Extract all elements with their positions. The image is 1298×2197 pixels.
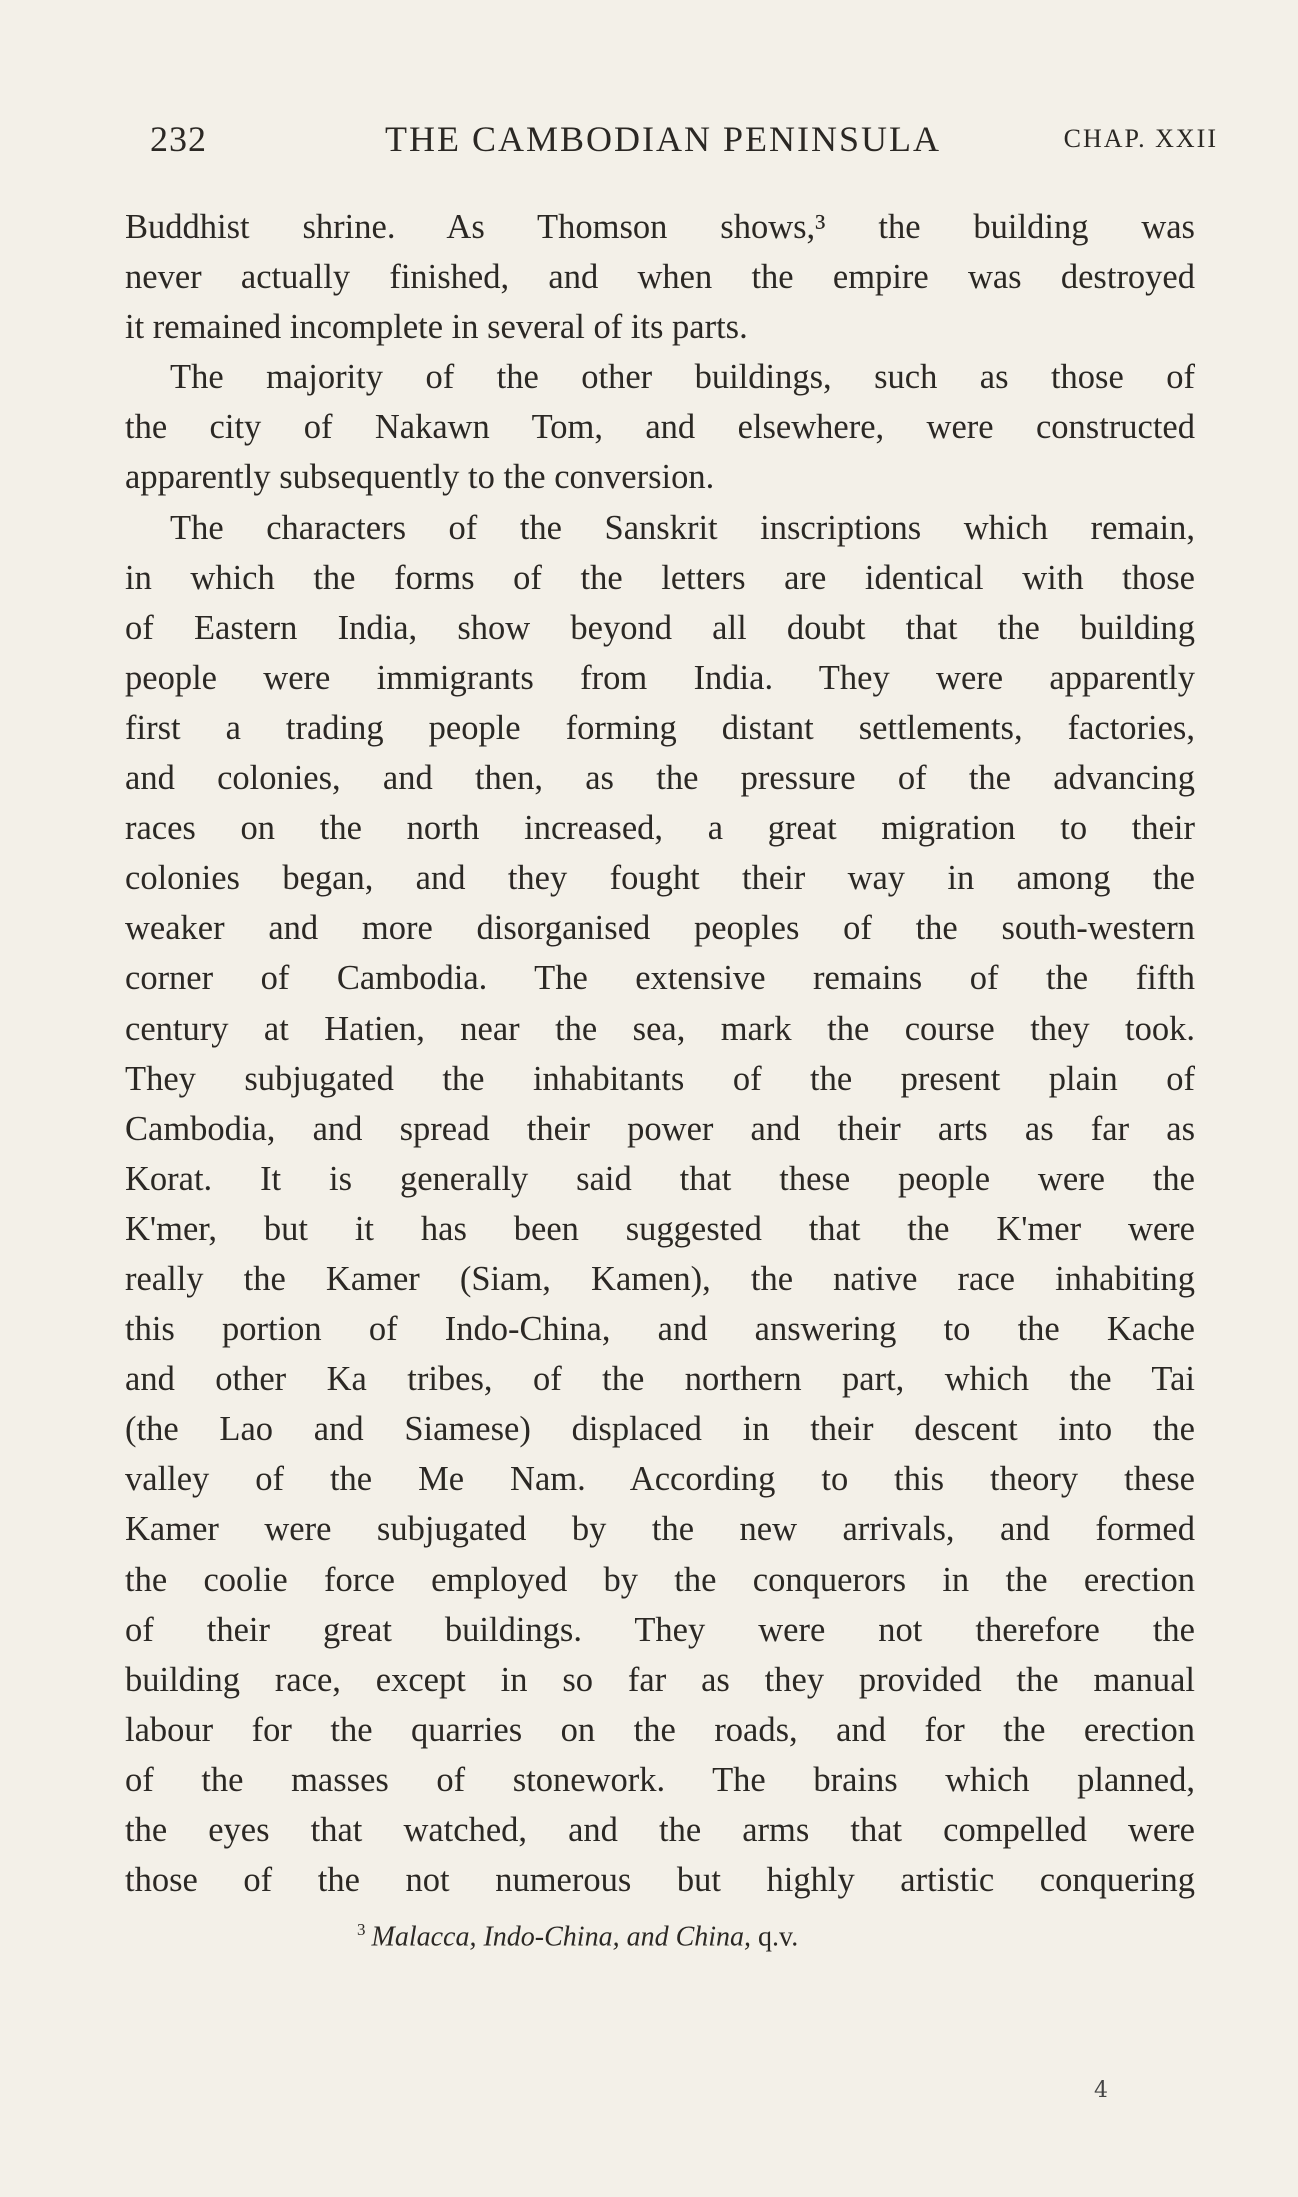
text-line: people were immigrants from India. They were apparently [125, 658, 1195, 697]
text-line: corner of Cambodia. The extensive remains of the fifth [125, 959, 1195, 998]
text-line: Korat. It is generally said that these people were the [125, 1159, 1195, 1198]
text-line: of Eastern India, show beyond all doubt that the building [125, 608, 1195, 647]
text-line: The majority of the other buildings, such as those of [170, 358, 1195, 397]
body-text [125, 202, 1195, 1905]
text-line: weaker and more disorganised peoples of the south-western [125, 909, 1195, 948]
text-line: never actually finished, and when the empire was destroyed [125, 258, 1195, 297]
text-line: apparently subsequently to the conversion. [125, 458, 715, 497]
text-line: first a trading people forming distant settlements, factories, [125, 708, 1195, 747]
paragraph-2 [125, 352, 1195, 502]
text-line: valley of the Me Nam. According to this theory these [125, 1460, 1195, 1499]
text-line: Buddhist shrine. As Thomson shows,³ the building was [125, 208, 1195, 246]
footnote [357, 1920, 798, 1953]
text-line: century at Hatien, near the sea, mark the course they took. [125, 1009, 1195, 1048]
paragraph-1 [125, 202, 1195, 352]
text-line: and other Ka tribes, of the northern part, which the Tai [125, 1360, 1195, 1399]
chapter-label: CHAP. XXII [1063, 124, 1218, 153]
text-line: races on the north increased, a great migration to their [125, 809, 1195, 848]
text-line: in which the forms of the letters are identical with those [125, 558, 1195, 597]
running-head [150, 118, 1218, 168]
text-line: (the Lao and Siamese) displaced in their descent into the [125, 1410, 1195, 1449]
text-line: the eyes that watched, and the arms that compelled were [125, 1811, 1195, 1849]
text-line: of their great buildings. They were not therefore the [125, 1610, 1195, 1649]
text-line: of the masses of stonework. The brains which planned, [125, 1760, 1195, 1799]
text-line: The characters of the Sanskrit inscriptions which remain, [170, 508, 1195, 547]
footnote-marker: 3 [357, 1920, 366, 1939]
text-line: Kamer were subjugated by the new arrivals, and formed [125, 1510, 1195, 1549]
page-number: 232 [150, 119, 207, 159]
text-line: colonies began, and they fought their way in among the [125, 859, 1195, 898]
text-line: labour for the quarries on the roads, and for the erection [125, 1710, 1195, 1749]
text-line: the city of Nakawn Tom, and elsewhere, were constructed [125, 408, 1195, 447]
text-line: this portion of Indo-China, and answering to the Kache [125, 1310, 1195, 1349]
footnote-text: Malacca, Indo-China, and China, [371, 1921, 752, 1953]
text-line: building race, except in so far as they provided the manual [125, 1660, 1195, 1699]
text-line: K'mer, but it has been suggested that the K'mer were [125, 1209, 1195, 1248]
text-line: Cambodia, and spread their power and their arts as far as [125, 1109, 1195, 1148]
text-line: and colonies, and then, as the pressure of the advancing [125, 759, 1195, 798]
text-line: the coolie force employed by the conquerors in the erection [125, 1560, 1195, 1599]
text-line: it remained incomplete in several of its parts. [125, 308, 748, 347]
text-line: They subjugated the inhabitants of the present plain of [125, 1059, 1195, 1098]
text-line: really the Kamer (Siam, Kamen), the native race inhabiting [125, 1259, 1195, 1298]
corner-mark: 4 [1094, 2078, 1108, 2103]
text-line: those of the not numerous but highly artistic conquering [125, 1861, 1195, 1900]
running-title: THE CAMBODIAN PENINSULA [385, 119, 941, 159]
paragraph-3 [125, 503, 1195, 1906]
footnote-suffix: q.v. [758, 1921, 799, 1953]
